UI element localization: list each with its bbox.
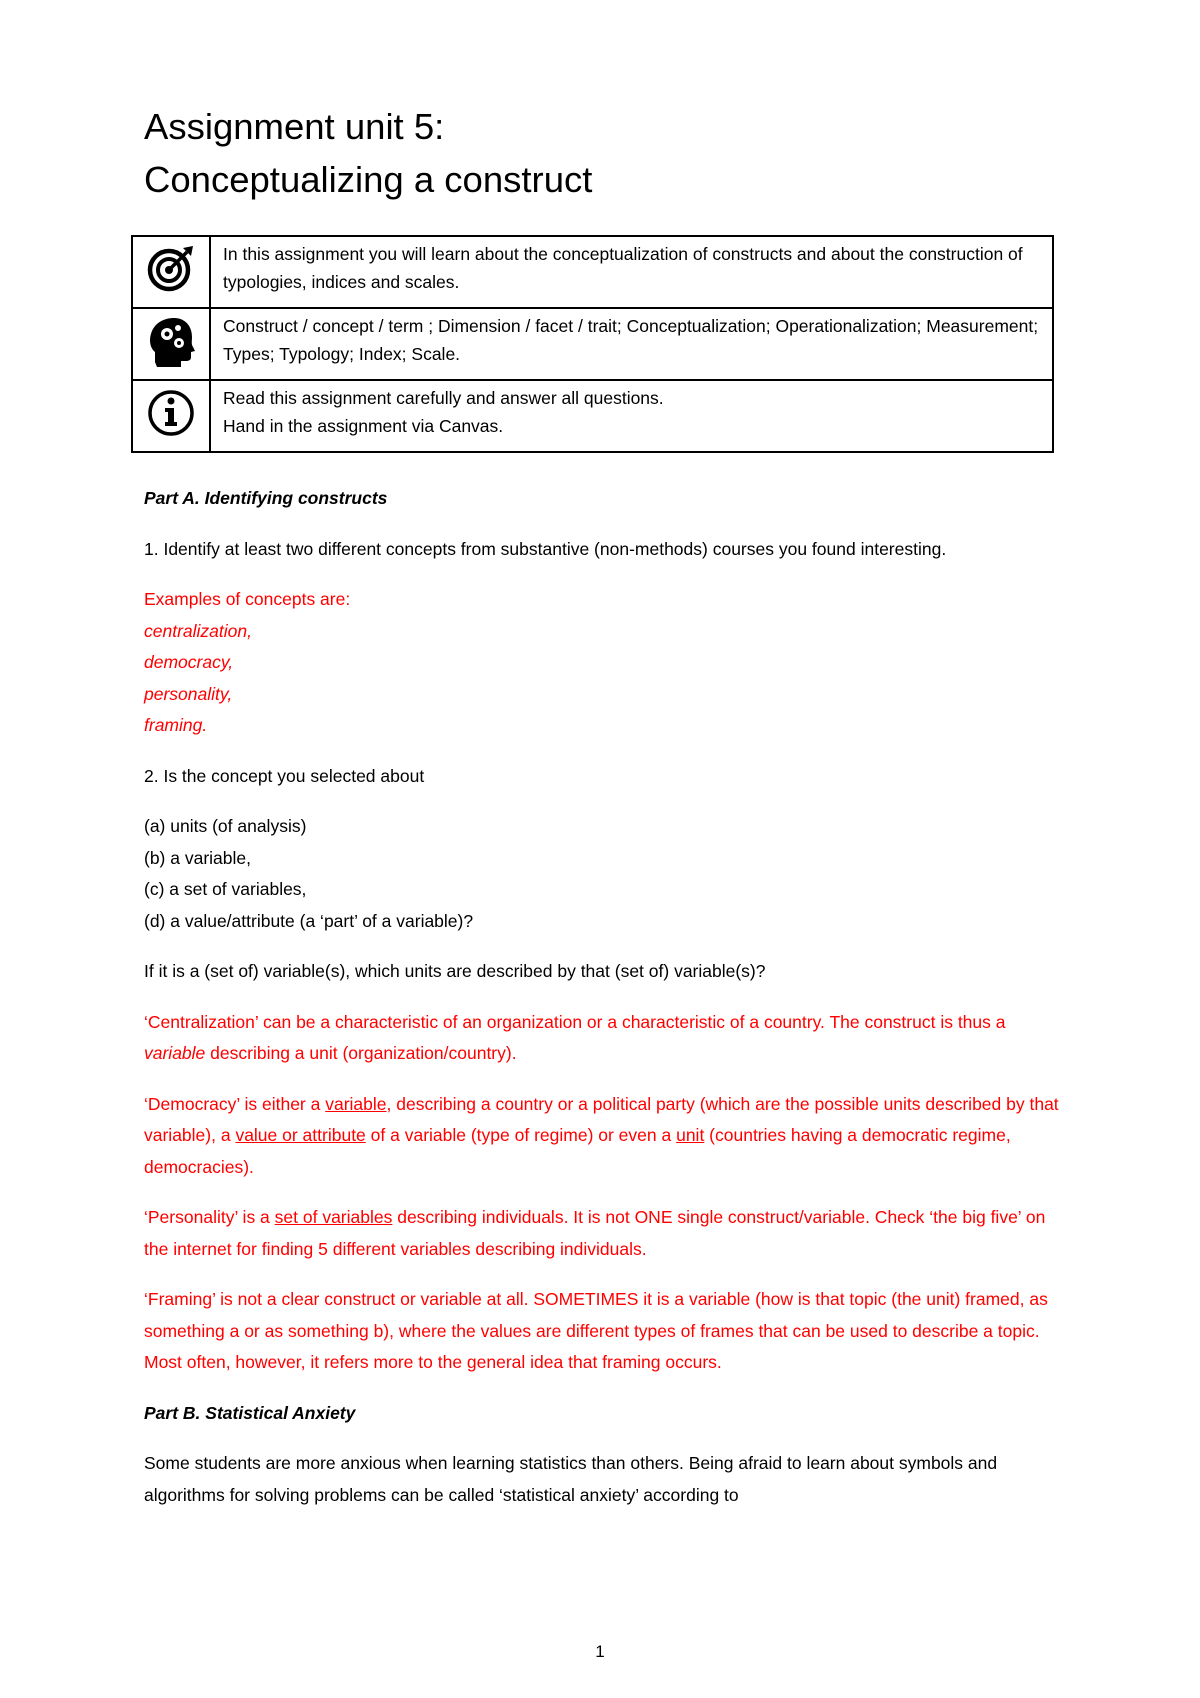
option-item: (c) a set of variables, <box>144 879 307 899</box>
answer-underline: value or attribute <box>235 1125 366 1145</box>
answer-personality <box>144 1202 1064 1265</box>
info-keywords-text: Construct / concept / term ; Dimension / facet / trait; Conceptualization; Operationalization; Measurement; Types; Typology; Index; Scale. <box>223 316 1039 364</box>
info-instruction-line: Hand in the assignment via Canvas. <box>223 416 504 436</box>
answer-text: (countries having a democratic regime, democracies). <box>144 1125 1011 1177</box>
option-item: (a) units (of analysis) <box>144 816 307 836</box>
answer-underline: variable <box>325 1093 387 1114</box>
answer-text: of a variable (type of regime) or even a <box>365 1125 677 1145</box>
info-goal-text: In this assignment you will learn about the conceptualization of constructs and about the construction of typologies, indices and scales. <box>223 244 1023 292</box>
info-row-instructions <box>132 380 1053 452</box>
target-icon <box>133 242 209 294</box>
answer-text: ‘Personality’ is a <box>144 1207 275 1227</box>
info-instruction-line: Read this assignment carefully and answer all questions. <box>223 388 664 408</box>
head-gears-icon <box>133 314 209 370</box>
question-2: 2. Is the concept you selected about <box>144 765 425 786</box>
answer-emphasis: variable <box>144 1043 206 1063</box>
title-line-2: Conceptualizing a construct <box>144 159 593 200</box>
info-icon-cell <box>132 308 210 380</box>
info-icon-cell <box>132 380 210 452</box>
info-row-keywords <box>132 308 1053 380</box>
question-2-followup: If it is a (set of) variable(s), which units are described by that (set of) variable(s)? <box>144 961 766 981</box>
document-body <box>144 483 1064 1530</box>
part-b-heading: Part B. Statistical Anxiety <box>144 1402 356 1423</box>
info-text-instructions <box>210 380 1053 452</box>
answer-text: describing individuals. It is not ONE single construct/variable. Check ‘the big five’ on the internet for finding 5 different variables describing individuals. <box>144 1207 1046 1259</box>
example-item: framing. <box>144 715 208 735</box>
answer-framing: ‘Framing’ is not a clear construct or variable at all. SOMETIMES it is a variable (how is that topic (the unit) framed, as something a or as something b), where the values are different types of frames that can be used to describe a topic. Most often, however, it refers more to the general idea that framing occurs. <box>144 1289 1048 1372</box>
examples-block <box>144 584 1064 742</box>
answer-text: ‘Centralization’ can be a characteristic of an organization or a characteristic of a country. The construct is thus a <box>144 1011 1006 1032</box>
page-number: 1 <box>595 1642 605 1661</box>
answer-underline: set of variables <box>274 1207 393 1227</box>
answer-text: describing a unit (organization/country). <box>205 1043 517 1063</box>
example-item: democracy, <box>144 652 234 672</box>
answer-underline: unit <box>676 1125 705 1145</box>
answer-text: ‘Democracy’ is either a <box>144 1093 326 1114</box>
info-text-keywords <box>210 308 1053 380</box>
info-row-goal <box>132 236 1053 308</box>
question-2-options <box>144 811 1064 937</box>
info-text-goal <box>210 236 1053 308</box>
part-b-intro: Some students are more anxious when learning statistics than others. Being afraid to learn about symbols and algorithms for solving problems can be called ‘statistical anxiety’ according to <box>144 1453 998 1505</box>
part-a-heading: Part A. Identifying constructs <box>144 488 388 508</box>
page-title <box>144 100 592 206</box>
info-icon <box>133 386 209 438</box>
answer-text: , describing a country or a political party (which are the possible units described by that variable), a <box>144 1093 1059 1145</box>
question-1: 1. Identify at least two different concepts from substantive (non-methods) courses you found interesting. <box>144 538 947 559</box>
examples-intro: Examples of concepts are: <box>144 589 351 609</box>
example-item: personality, <box>144 683 233 704</box>
option-item: (b) a variable, <box>144 847 251 868</box>
example-item: centralization, <box>144 620 252 641</box>
option-item: (d) a value/attribute (a ‘part’ of a variable)? <box>144 910 474 931</box>
info-icon-cell <box>132 236 210 308</box>
answer-centralization <box>144 1007 1064 1070</box>
title-line-1: Assignment unit 5: <box>144 106 445 147</box>
answer-democracy <box>144 1089 1064 1184</box>
info-box <box>131 235 1054 453</box>
